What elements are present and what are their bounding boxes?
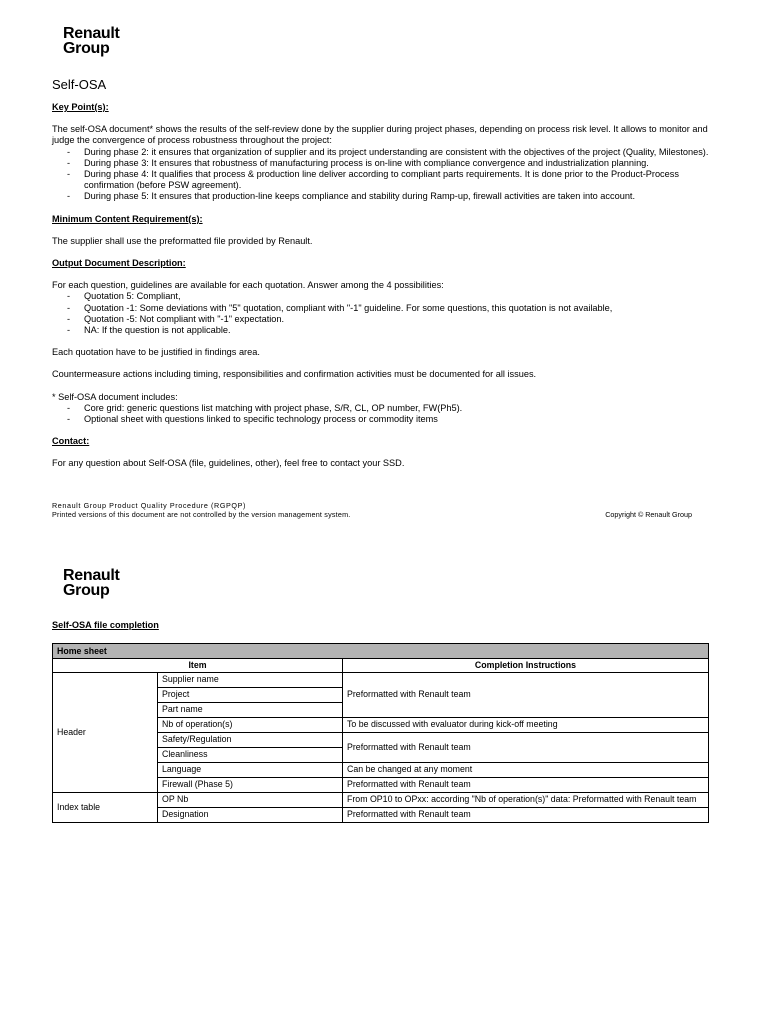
item-cell: Part name <box>158 702 343 717</box>
includes-list <box>52 403 712 425</box>
logo-line-2: Group <box>63 40 110 57</box>
item-cell: Nb of operation(s) <box>158 717 343 732</box>
list-item: - Quotation -5: Not compliant with "-1" expectation. <box>52 314 712 325</box>
list-item: - NA: If the question is not applicable. <box>52 325 712 336</box>
renault-group-logo <box>63 26 120 56</box>
includes-intro: * Self-OSA document includes: <box>52 391 178 402</box>
completion-table <box>52 643 709 823</box>
logo-line-1: Renault <box>63 25 120 42</box>
list-item: - Core grid: generic questions list matching with project phase, S/R, CL, OP number, FW(Ph5). <box>52 403 712 414</box>
output-heading: Output Document Description: <box>52 258 186 269</box>
instruction-cell: Can be changed at any moment <box>343 762 709 777</box>
item-cell: Safety/Regulation <box>158 732 343 747</box>
output-list <box>52 291 712 336</box>
justified-text: Each quotation have to be justified in findings area. <box>52 347 260 358</box>
key-points-heading: Key Point(s): <box>52 102 109 112</box>
logo-line-2: Group <box>63 582 110 599</box>
page-footer <box>52 501 692 519</box>
footer-procedure-name: Renault Group Product Quality Procedure (RGPQP) <box>52 501 246 510</box>
list-item: - Quotation 5: Compliant, <box>52 291 712 302</box>
list-item: - During phase 5: It ensures that production-line keeps compliance and stability during Ramp-up, firewall activities are taken into account. <box>52 191 712 202</box>
list-item: - Optional sheet with questions linked to specific technology process or commodity items <box>52 414 712 425</box>
output-intro: For each question, guidelines are available for each quotation. Answer among the 4 possibilities: <box>52 280 444 291</box>
file-completion-title: Self-OSA file completion <box>52 620 159 630</box>
page-title: Self-OSA <box>52 77 107 92</box>
min-content-heading: Minimum Content Requirement(s): <box>52 213 203 224</box>
item-cell: Language <box>158 762 343 777</box>
item-cell: Supplier name <box>158 672 343 687</box>
list-item: - During phase 3: It ensures that robustness of manufacturing process is on-line with compliance convergence and industrialization planning. <box>52 158 712 169</box>
logo-line-1: Renault <box>63 567 120 584</box>
item-cell: Project <box>158 687 343 702</box>
item-cell: OP Nb <box>158 792 343 807</box>
page-1-content <box>52 77 712 481</box>
instruction-cell: Preformatted with Renault team <box>343 777 709 792</box>
list-item: - Quotation -1: Some deviations with "5" quotation, compliant with "-1" guideline. For some questions, this quotation is not available, <box>52 303 712 314</box>
group-cell-index-table: Index table <box>53 792 158 822</box>
footer-copyright: Copyright © Renault Group <box>605 510 692 519</box>
table-row <box>53 792 709 807</box>
key-points-intro: The self-OSA document* shows the results of the self-review done by the supplier during project phases, depending on process risk level. It allows to monitor and judge the convergence of process robustness throughout the project: <box>52 124 708 146</box>
list-item: - During phase 2: it ensures that organization of supplier and its project understanding are consistent with the objectives of the project (Quality, Milestones). <box>52 147 712 158</box>
contact-heading: Contact: <box>52 436 90 447</box>
footer-disclaimer: Printed versions of this document are not controlled by the version management system. <box>52 510 351 519</box>
instruction-cell: Preformatted with Renault team <box>343 732 709 762</box>
renault-group-logo <box>63 568 120 598</box>
min-content-text: The supplier shall use the preformatted file provided by Renault. <box>52 235 313 246</box>
column-header-instructions: Completion Instructions <box>343 659 709 673</box>
table-row <box>53 644 709 659</box>
key-points-list <box>52 147 712 203</box>
contact-text: For any question about Self-OSA (file, guidelines, other), feel free to contact your SSD. <box>52 458 405 469</box>
countermeasure-text: Countermeasure actions including timing, responsibilities and confirmation activities must be documented for all issues. <box>52 369 537 380</box>
item-cell: Cleanliness <box>158 747 343 762</box>
group-cell-header: Header <box>53 672 158 792</box>
item-cell: Firewall (Phase 5) <box>158 777 343 792</box>
list-item: - During phase 4: It qualifies that process & production line deliver according to compliant parts requirements. It is done prior to the Product-Process confirmation (before PSW agreement). <box>52 169 712 191</box>
instruction-cell: Preformatted with Renault team <box>343 807 709 822</box>
instruction-cell: From OP10 to OPxx: according "Nb of operation(s)" data: Preformatted with Renault team <box>343 792 709 807</box>
instruction-cell: To be discussed with evaluator during kick-off meeting <box>343 717 709 732</box>
item-cell: Designation <box>158 807 343 822</box>
table-row <box>53 659 709 673</box>
instruction-cell: Preformatted with Renault team <box>343 672 709 717</box>
home-sheet-header: Home sheet <box>53 644 709 659</box>
column-header-item: Item <box>53 659 343 673</box>
table-row <box>53 672 709 687</box>
